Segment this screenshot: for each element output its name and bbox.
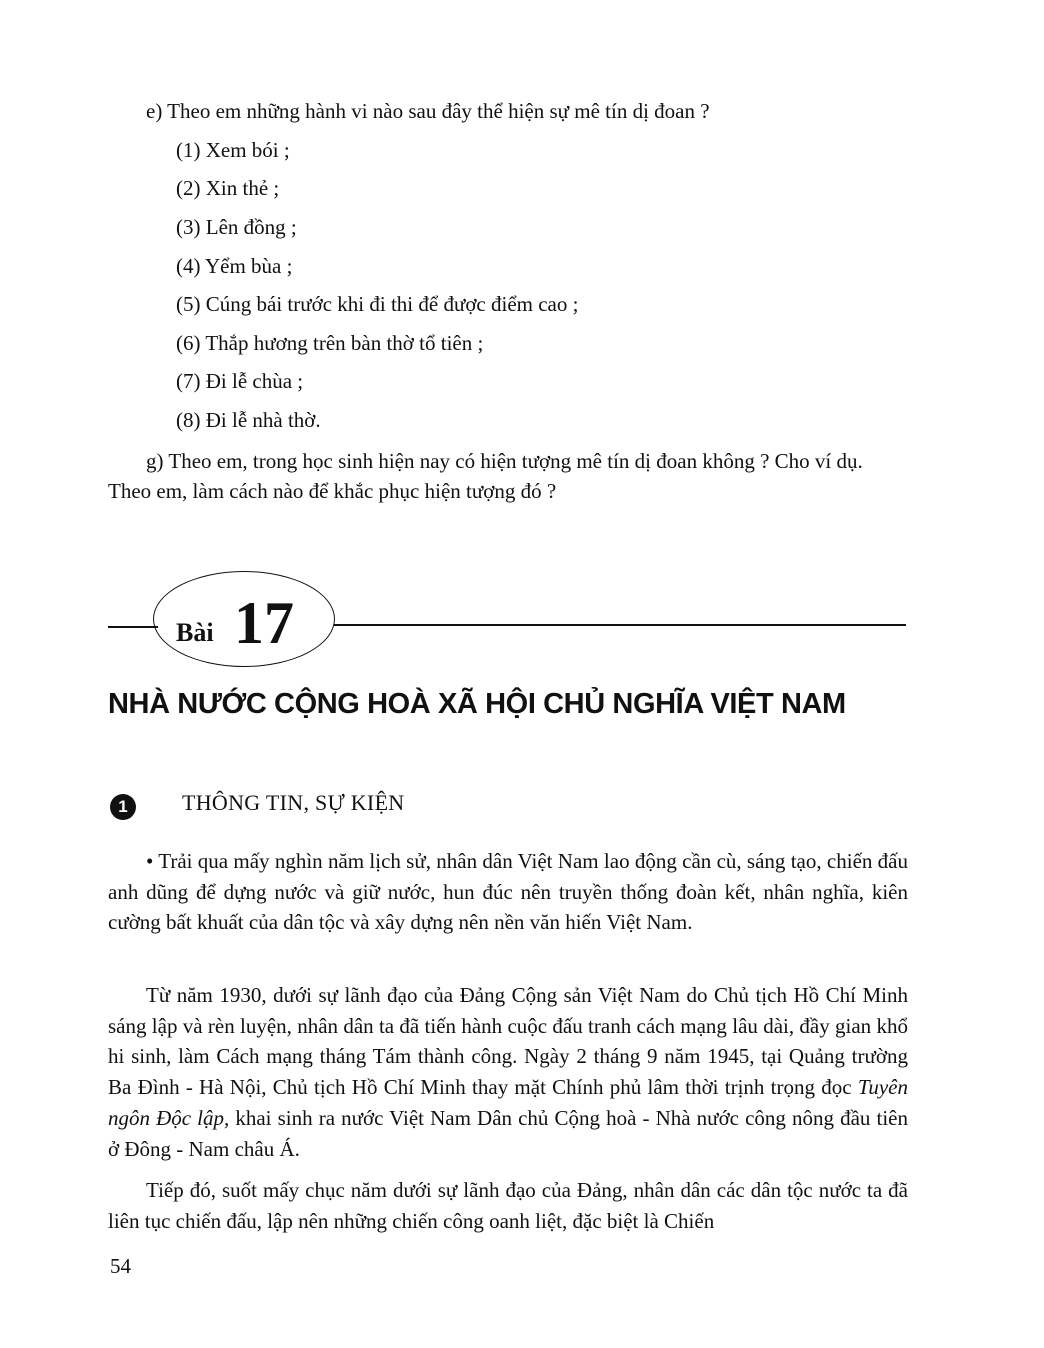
paragraph-1: • Trải qua mấy nghìn năm lịch sử, nhân dân Việt Nam lao động cần cù, sáng tạo, chiến đấu anh dũng để dựng nước và giữ nước, hun đúc nên truyền thống đoàn kết, nhân nghĩa, kiên cường bất khuất của dân tộc và xây dựng nên nền văn hiến Việt Nam. (108, 849, 908, 935)
lesson-title: NHÀ NƯỚC CỘNG HOÀ XÃ HỘI CHỦ NGHĨA VIỆT NAM (108, 688, 846, 720)
lesson-rule-left (108, 626, 158, 628)
option-7: (7) Đi lễ chùa ; (176, 369, 304, 393)
lesson-number: 17 (234, 590, 294, 656)
paragraph-2 (108, 980, 908, 1164)
option-8: (8) Đi lễ nhà thờ. (176, 408, 321, 432)
option-1: (1) Xem bói ; (176, 138, 290, 162)
option-6: (6) Thắp hương trên bàn thờ tổ tiên ; (176, 331, 484, 355)
question-g: g) Theo em, trong học sinh hiện nay có hiện tượng mê tín dị đoan không ? Cho ví dụ. Theo em, làm cách nào để khắc phục hiện tượng đó ? (108, 449, 863, 503)
paragraph-2-text-b: khai sinh ra nước Việt Nam Dân chủ Cộng hoà - Nhà nước công nông đầu tiên ở Đông - Nam châu Á. (108, 1105, 908, 1161)
paragraph-2-text-a: Từ năm 1930, dưới sự lãnh đạo của Đảng Cộng sản Việt Nam do Chủ tịch Hồ Chí Minh sáng lập và rèn luyện, nhân dân ta đã tiến hành cuộc đấu tranh cách mạng lâu dài, đầy gian khổ hi sinh, làm Cách mạng tháng Tám thành công. Ngày 2 tháng 9 năm 1945, tại Quảng trường Ba Đình - Hà Nội, Chủ tịch Hồ Chí Minh thay mặt Chính phủ lâm thời trịnh trọng đọc (108, 983, 908, 1100)
option-5: (5) Cúng bái trước khi đi thi để được điểm cao ; (176, 292, 579, 316)
lesson-label: Bài (176, 618, 214, 647)
section-number-badge: 1 (110, 794, 136, 820)
option-4: (4) Yểm bùa ; (176, 254, 293, 278)
paragraph-2-italic: Tuyên ngôn Độc lập, (108, 1075, 908, 1130)
option-3: (3) Lên đồng ; (176, 215, 297, 239)
section-title: THÔNG TIN, SỰ KIỆN (182, 790, 405, 815)
option-2: (2) Xin thẻ ; (176, 176, 280, 200)
question-e: e) Theo em những hành vi nào sau đây thể hiện sự mê tín dị đoan ? (146, 99, 710, 123)
page-number: 54 (110, 1254, 131, 1278)
paragraph-3: Tiếp đó, suốt mấy chục năm dưới sự lãnh đạo của Đảng, nhân dân các dân tộc nước ta đã liên tục chiến đấu, lập nên những chiến công oanh liệt, đặc biệt là Chiến (108, 1178, 908, 1233)
lesson-rule-right (334, 624, 906, 626)
